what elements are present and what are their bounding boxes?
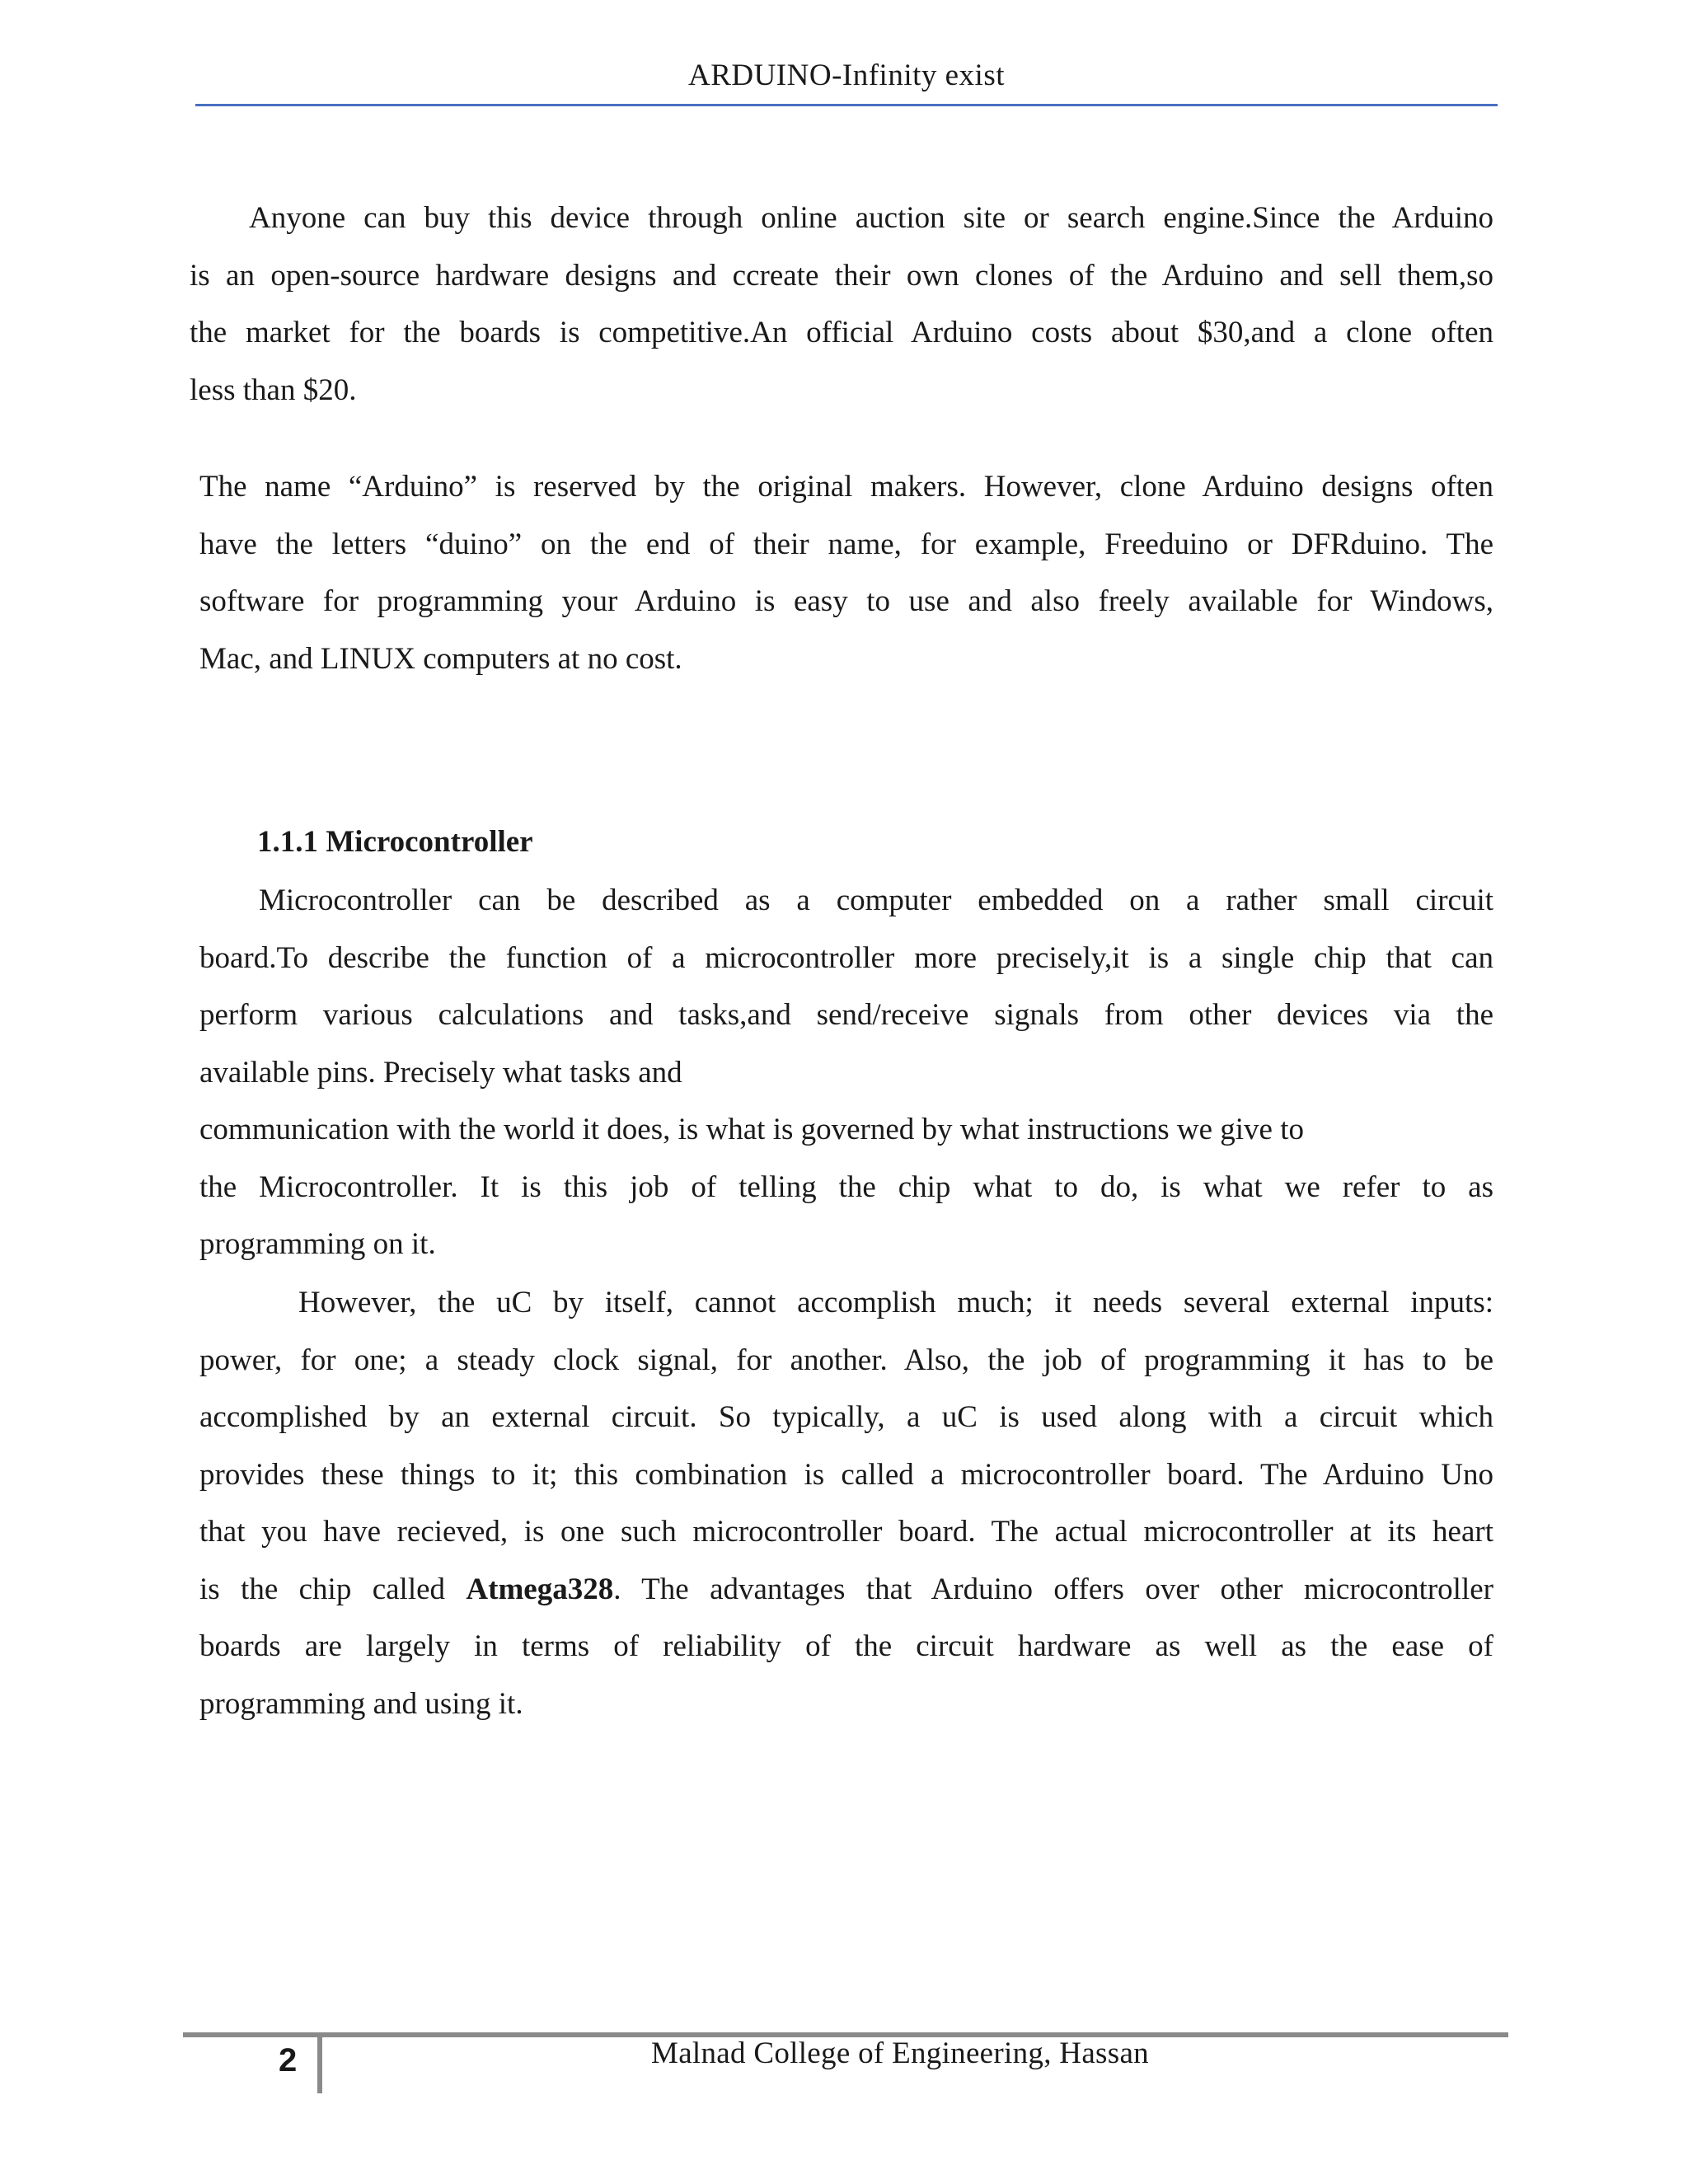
paragraph-pricing <box>190 190 1493 419</box>
text-line: communication with the world it does, is what is governed by what instructions we give to <box>199 1113 1305 1146</box>
text-line: Microcontroller can be described as a computer embedded on a rather small circuit <box>259 883 1493 917</box>
text-line: The name “Arduino” is reserved by the original makers. However, clone Arduino designs often <box>199 470 1493 504</box>
text-line: software for programming your Arduino is easy to use and also freely available for Windows, <box>199 584 1493 618</box>
section-heading: 1.1.1 Microcontroller <box>257 825 533 859</box>
text-line: boards are largely in terms of reliability of the circuit hardware as well as the ease of <box>199 1629 1493 1663</box>
text-line: the market for the boards is competitive.An official Arduino costs about $30,and a clone often <box>190 316 1493 349</box>
text-line: board.To describe the function of a microcontroller more precisely,it is a single chip that can <box>199 940 1493 975</box>
text-line: power, for one; a steady clock signal, for another. Also, the job of programming it has to be <box>199 1343 1493 1377</box>
bold-term-atmega328: Atmega328 <box>466 1572 614 1606</box>
page-number: 2 <box>279 2042 298 2079</box>
text-line: that you have recieved, is one such microcontroller board. The actual microcontroller at its heart <box>199 1515 1493 1549</box>
text-line-with-bold <box>199 1561 1493 1619</box>
text-segment: . The advantages that Arduino offers over other microcontroller <box>613 1572 1493 1606</box>
text-line: programming on it. <box>199 1227 436 1261</box>
footer-institution: Malnad College of Engineering, Hassan <box>651 2036 1149 2070</box>
paragraph-microcontroller <box>199 872 1493 1273</box>
text-line: less than $20. <box>190 373 357 407</box>
footer-divider <box>317 2036 322 2093</box>
text-line: available pins. Precisely what tasks and <box>199 1055 682 1090</box>
text-line: the Microcontroller. It is this job of telling the chip what to do, is what we refer to as <box>199 1169 1493 1204</box>
text-line: programming and using it. <box>199 1686 523 1721</box>
text-segment: is the chip called <box>199 1572 467 1606</box>
text-line: accomplished by an external circuit. So typically, a uC is used along with a circuit which <box>199 1400 1493 1434</box>
paragraph-uc-board <box>199 1274 1493 1732</box>
text-line: provides these things to it; this combination is called a microcontroller board. The Arduino Uno <box>199 1457 1493 1492</box>
text-line: perform various calculations and tasks,and send/receive signals from other devices via the <box>199 998 1493 1032</box>
paragraph-name-clones <box>199 458 1493 687</box>
text-line: Anyone can buy this device through online auction site or search engine.Since the Arduino <box>249 201 1493 235</box>
header-rule <box>195 104 1498 106</box>
text-line: is an open-source hardware designs and ccreate their own clones of the Arduino and sell them,so <box>190 258 1493 293</box>
page-header: ARDUINO-Infinity exist <box>687 59 1006 92</box>
text-line: have the letters “duino” on the end of their name, for example, Freeduino or DFRduino. The <box>199 527 1493 561</box>
text-line: However, the uC by itself, cannot accomplish much; it needs several external inputs: <box>298 1286 1493 1319</box>
text-line: Mac, and LINUX computers at no cost. <box>199 641 682 676</box>
